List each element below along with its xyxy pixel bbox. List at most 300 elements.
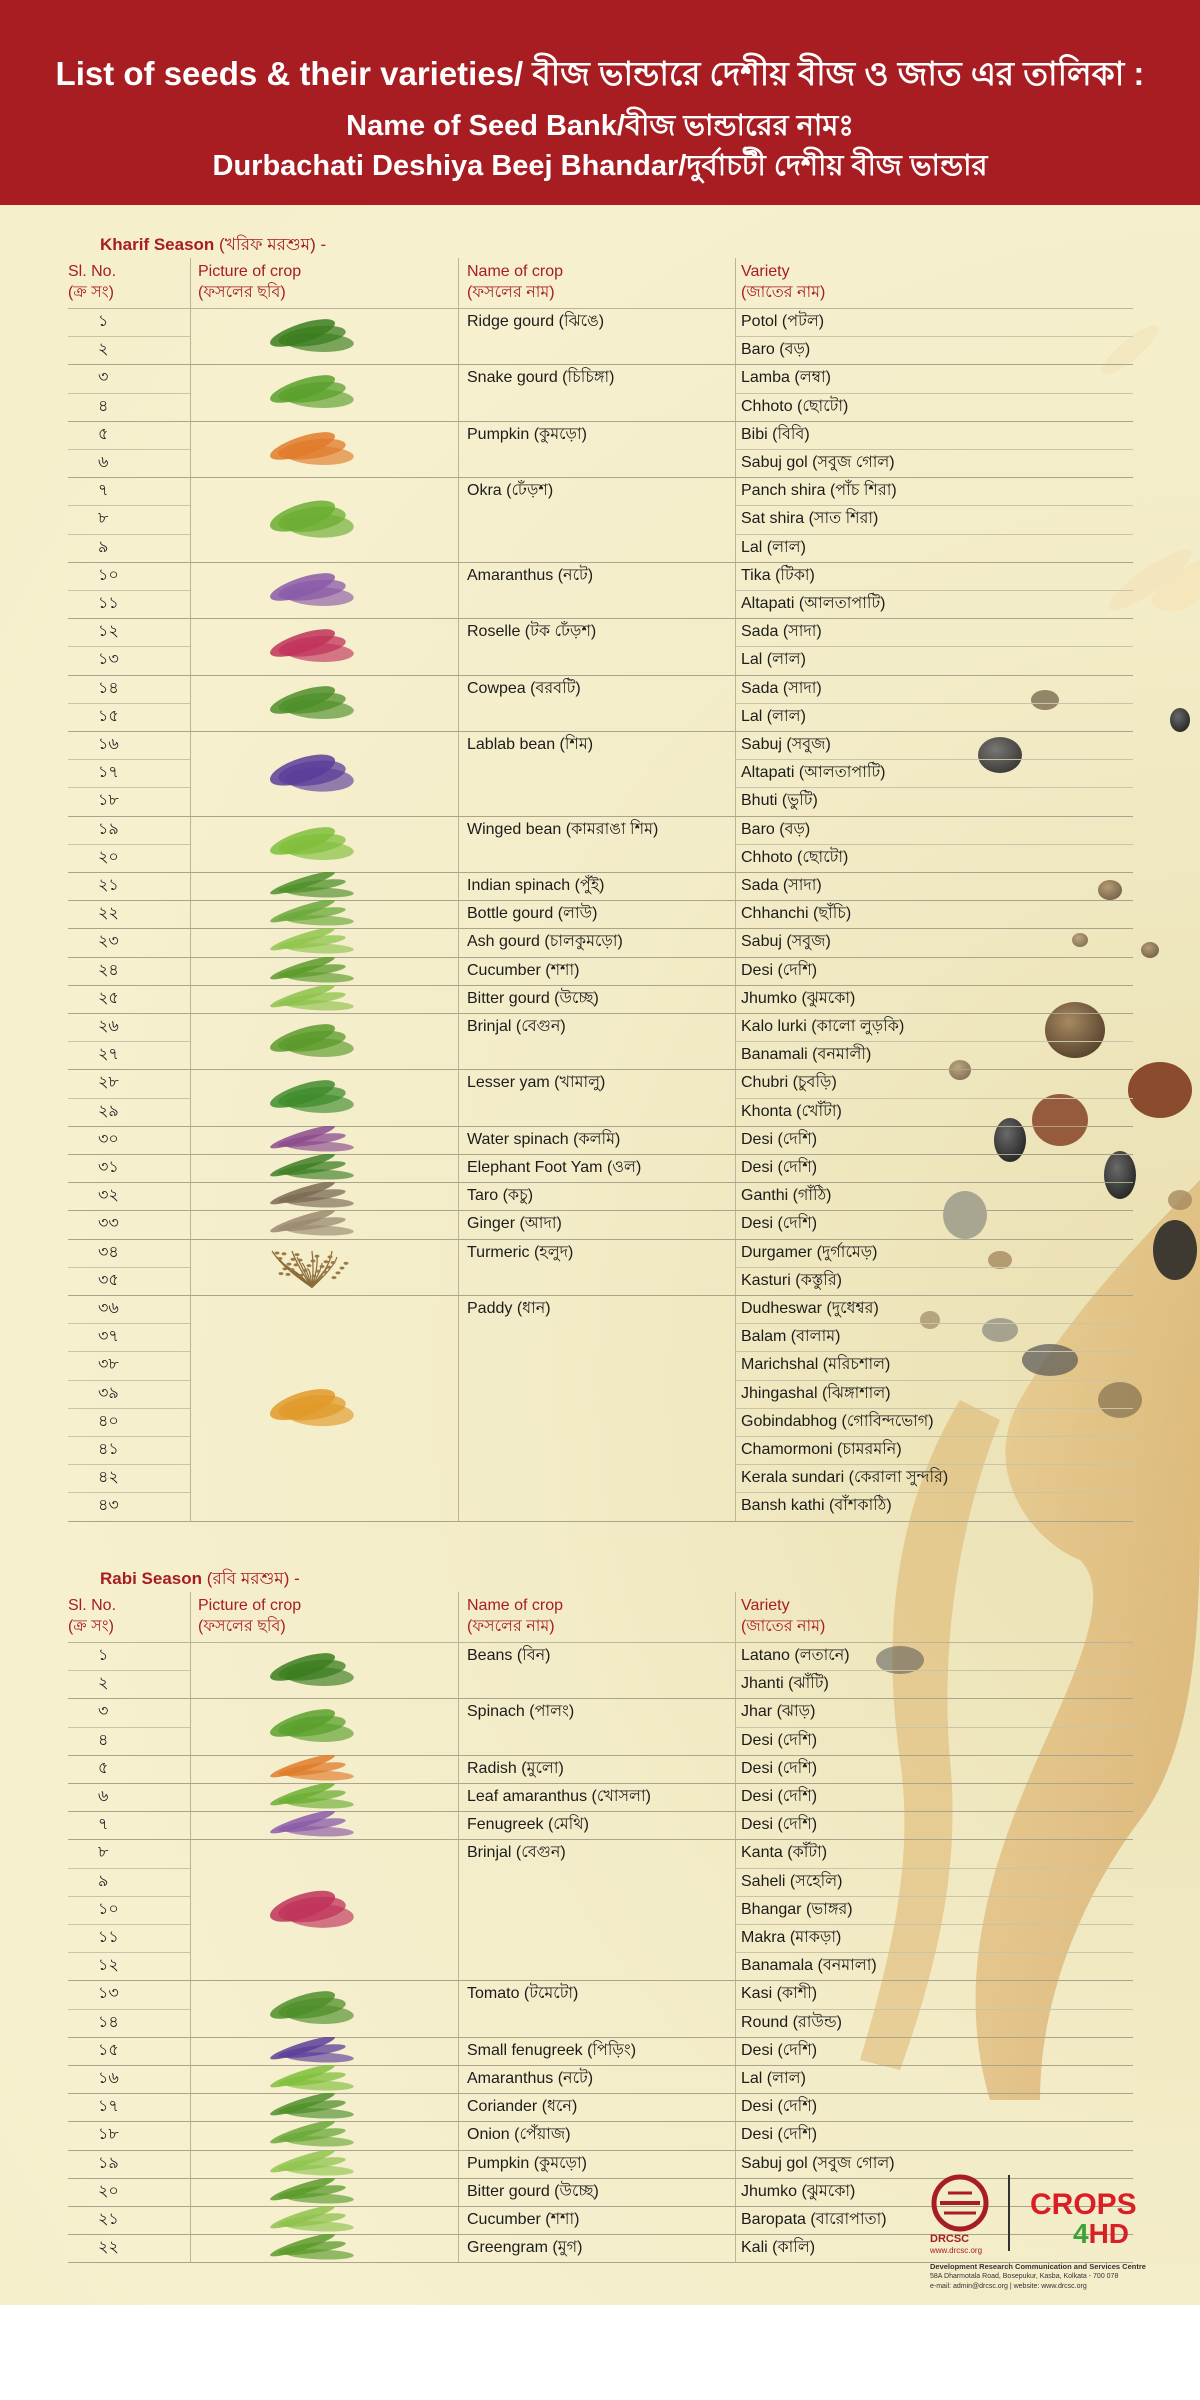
- rabi-table-row: [68, 1727, 1133, 1755]
- variety-name: Saheli (সহেলি): [741, 1872, 843, 1890]
- crop-name: Roselle (টক ঢেঁড়শ): [467, 623, 597, 641]
- crop-picture: [252, 1295, 392, 1521]
- rabi-table-row: [68, 2037, 1133, 2065]
- serial-number: ৭: [98, 1816, 109, 1834]
- variety-name: Jhingashal (ঝিঙ্গাশাল): [741, 1384, 891, 1402]
- serial-number: ৩৪: [98, 1243, 119, 1261]
- variety-name: Makra (মাকড়া): [741, 1929, 842, 1946]
- kharif-table-row: [68, 675, 1133, 703]
- serial-number: ১১: [98, 1929, 119, 1946]
- variety-name: Lal (লাল): [741, 538, 806, 556]
- crop-name: Brinjal (বেগুন): [467, 1018, 566, 1035]
- crop-picture: [252, 675, 392, 731]
- variety-column-header-bn: (জাতের নাম): [741, 1618, 826, 1635]
- variety-column-header-en: Variety: [741, 1597, 790, 1614]
- variety-name: Kerala sundari (কেরালা সুন্দরি): [741, 1469, 949, 1487]
- rabi-table-row: [68, 2065, 1133, 2093]
- variety-name: Baro (বড়): [741, 341, 811, 359]
- serial-number: ১২: [98, 1957, 119, 1975]
- variety-column-header: [741, 1595, 825, 1637]
- kharif-table-row: [68, 985, 1133, 1013]
- serial-number: ১৮: [98, 792, 119, 810]
- serial-number: ২৯: [98, 1102, 119, 1120]
- serial-number: ৩৮: [98, 1356, 119, 1374]
- crop-name: Winged bean (কামরাঙা শিম): [467, 820, 659, 838]
- kharif-table-row: [68, 844, 1133, 872]
- variety-name: Chamormoni (চামরমনি): [741, 1441, 902, 1458]
- crop-picture: [252, 2121, 392, 2149]
- serial-number: ৪১: [98, 1441, 119, 1458]
- serial-number: ১৯: [98, 2154, 119, 2172]
- rabi-table-row: [68, 1670, 1133, 1698]
- picture-column-header-bn: (ফসলের ছবি): [198, 284, 286, 301]
- variety-name: Round (রাউন্ড): [741, 2013, 842, 2031]
- picture-column-header-en: Picture of crop: [198, 263, 302, 280]
- crop-picture: [252, 1783, 392, 1811]
- serial-number: ৪: [98, 1731, 109, 1749]
- kharif-table-row: [68, 1295, 1133, 1323]
- crop-name: Bottle gourd (লাউ): [467, 905, 598, 923]
- variety-name: Jhanti (ঝাঁটি): [741, 1675, 829, 1693]
- kharif-table-row: [68, 590, 1133, 618]
- sl-column-header-en: Sl. No.: [68, 263, 117, 280]
- crop-picture: [252, 2234, 392, 2262]
- crop-name: Snake gourd (চিচিঙ্গা): [467, 369, 615, 387]
- variety-name: Dudheswar (দুধেশ্বর): [741, 1300, 879, 1317]
- serial-number: ৪২: [98, 1469, 119, 1487]
- picture-column-header: [198, 1595, 301, 1637]
- crop-column-header: [467, 1595, 563, 1637]
- poster-header: [0, 0, 1200, 205]
- variety-name: Desi (দেশি): [741, 1816, 818, 1834]
- crop-picture: [252, 1013, 392, 1069]
- serial-number: ২০: [98, 848, 119, 866]
- variety-name: Bhuti (ভুটি): [741, 792, 818, 810]
- crop-name: Ridge gourd (ঝিঙে): [467, 313, 605, 330]
- variety-name: Sada (সাদা): [741, 623, 822, 641]
- kharif-table-row: [68, 505, 1133, 533]
- variety-name: Sat shira (সাত শিরা): [741, 510, 879, 528]
- rabi-table-row: [68, 2121, 1133, 2149]
- variety-name: Lal (লাল): [741, 707, 806, 725]
- crop-picture: [252, 1210, 392, 1238]
- crop-picture: [252, 1069, 392, 1125]
- serial-number: ১: [98, 313, 109, 330]
- kharif-table-row: [68, 1182, 1133, 1210]
- crop-picture: [252, 1642, 392, 1698]
- kharif-table-row: [68, 1436, 1133, 1464]
- crop-name: Greengram (মুগ): [467, 2239, 583, 2257]
- crop-name: Ginger (আদা): [467, 1215, 562, 1233]
- rabi-table-row: [68, 2093, 1133, 2121]
- kharif-table-row: [68, 1126, 1133, 1154]
- variety-column-header-en: Variety: [741, 263, 790, 280]
- crops4hd-logo-4: 4: [1073, 2218, 1089, 2249]
- kharif-table-row: [68, 759, 1133, 787]
- kharif-table-row: [68, 816, 1133, 844]
- variety-name: Sabuj (সবুজ): [741, 933, 831, 951]
- crop-picture: [252, 900, 392, 928]
- kharif-table-row: [68, 477, 1133, 505]
- crop-name: Elephant Foot Yam (ওল): [467, 1159, 642, 1176]
- variety-name: Banamala (বনমালা): [741, 1957, 877, 1975]
- variety-name: Desi (দেশি): [741, 1159, 818, 1176]
- serial-number: ২৩: [98, 933, 119, 951]
- variety-name: Desi (দেশি): [741, 2041, 818, 2059]
- serial-number: ১৭: [98, 764, 119, 782]
- crops4hd-logo-hd: HD: [1088, 2218, 1130, 2249]
- crop-picture: [252, 364, 392, 420]
- kharif-table-row: [68, 1351, 1133, 1379]
- sl-column-header: [68, 1595, 116, 1637]
- rabi-table-row: [68, 1811, 1133, 1839]
- serial-number: ২৭: [98, 1046, 119, 1064]
- kharif-table-row: [68, 393, 1133, 421]
- variety-name: Chhoto (ছোটো): [741, 848, 849, 866]
- crop-name: Fenugreek (মেথি): [467, 1816, 589, 1834]
- serial-number: ১৫: [98, 2041, 119, 2059]
- serial-number: ৩২: [98, 1187, 119, 1205]
- kharif-table-row: [68, 872, 1133, 900]
- crop-name: Small fenugreek (পিড়িং): [467, 2041, 637, 2059]
- serial-number: ২: [98, 1675, 109, 1693]
- drcsc-logo: [930, 2170, 990, 2240]
- serial-number: ১৫: [98, 707, 119, 725]
- kharif-table-row: [68, 336, 1133, 364]
- logo-divider: [1008, 2175, 1010, 2251]
- serial-number: ১১: [98, 595, 119, 612]
- crop-name: Cucumber (শশা): [467, 961, 580, 979]
- variety-name: Desi (দেশি): [741, 1130, 818, 1148]
- serial-number: ৫: [98, 425, 109, 443]
- crop-picture: [252, 2206, 392, 2234]
- crop-column-header-en: Name of crop: [467, 1597, 564, 1614]
- crop-name: Taro (কচু): [467, 1187, 534, 1205]
- serial-number: ৯: [98, 538, 109, 556]
- rabi-seed-table: [68, 1592, 1133, 2262]
- crop-picture: [252, 2065, 392, 2093]
- crop-picture: [252, 2150, 392, 2178]
- crop-name: Cowpea (বরবটি): [467, 679, 581, 697]
- variety-name: Ganthi (গাঁঠি): [741, 1187, 832, 1205]
- variety-name: Sabuj gol (সবুজ গোল): [741, 2154, 895, 2172]
- crop-picture: [252, 421, 392, 477]
- serial-number: ২২: [98, 2239, 119, 2257]
- variety-name: Baropata (বারোপাতা): [741, 2211, 887, 2228]
- kharif-table-row: [68, 787, 1133, 815]
- serial-number: ১৪: [98, 679, 119, 697]
- variety-name: Bhangar (ভাঙ্গর): [741, 1900, 853, 1918]
- seed-bank-name: Durbachati Deshiya Beej Bhandar/দুর্বাচটী দেশীয় বীজ ভান্ডার: [212, 150, 988, 182]
- serial-number: ১৩: [98, 1985, 119, 2003]
- crop-picture: [252, 1126, 392, 1154]
- serial-number: ১: [98, 1647, 109, 1664]
- crops4hd-logo-4hd: [1073, 2220, 1129, 2248]
- serial-number: ১৮: [98, 2126, 119, 2144]
- crop-name: Paddy (ধান): [467, 1300, 551, 1317]
- serial-number: ২০: [98, 2182, 119, 2200]
- drcsc-name: DRCSC: [930, 2233, 970, 2245]
- kharif-table-row: [68, 1380, 1133, 1408]
- kharif-table-header: [68, 258, 1133, 309]
- kharif-table-row: [68, 364, 1133, 392]
- crop-picture: [252, 957, 392, 985]
- kharif-table-row: [68, 1154, 1133, 1182]
- crop-name: Spinach (পালং): [467, 1703, 575, 1721]
- rabi-table-row: [68, 1980, 1133, 2008]
- crop-name: Cucumber (শশা): [467, 2211, 580, 2228]
- serial-number: ৯: [98, 1872, 109, 1890]
- variety-name: Altapati (আলতাপাটি): [741, 595, 886, 612]
- drcsc-address: 58A Dharmotala Road, Bosepukur, Kasba, Kolkata - 700 078: [930, 2273, 1119, 2280]
- variety-name: Desi (দেশি): [741, 1788, 818, 1805]
- serial-number: ৬: [98, 1788, 109, 1805]
- variety-name: Sada (সাদা): [741, 679, 822, 697]
- footer-logos: [930, 2170, 1170, 2300]
- crop-picture: [252, 1182, 392, 1210]
- crop-name: Pumpkin (কুমড়ো): [467, 2154, 587, 2172]
- kharif-table-row: [68, 1069, 1133, 1097]
- variety-name: Khonta (খোঁটা): [741, 1102, 842, 1120]
- crop-picture: [252, 2093, 392, 2121]
- crop-picture: [252, 1839, 392, 1980]
- kharif-table-row: [68, 1464, 1133, 1492]
- variety-column-header-bn: (জাতের নাম): [741, 284, 826, 301]
- variety-name: Sada (সাদা): [741, 877, 822, 894]
- picture-column-header-bn: (ফসলের ছবি): [198, 1618, 286, 1635]
- row-divider: [68, 1521, 1133, 1522]
- variety-name: Desi (দেশি): [741, 1731, 818, 1749]
- variety-name: Chhanchi (ছাঁচি): [741, 905, 852, 923]
- crop-picture: [252, 1755, 392, 1783]
- rabi-table-row: [68, 1783, 1133, 1811]
- kharif-table-row: [68, 957, 1133, 985]
- crop-name: Pumpkin (কুমড়ো): [467, 425, 587, 443]
- variety-name: Lamba (লম্বা): [741, 369, 832, 387]
- crop-name: Onion (পেঁয়াজ): [467, 2126, 571, 2144]
- variety-name: Banamali (বনমালী): [741, 1046, 872, 1064]
- variety-name: Kasi (কাশী): [741, 1985, 818, 2003]
- serial-number: ৩৩: [98, 1215, 119, 1233]
- rabi-title-bn: (রবি মরশুম) -: [206, 1569, 300, 1588]
- serial-number: ১৩: [98, 651, 119, 669]
- poster-title: List of seeds & their varieties/ বীজ ভান্ডারে দেশীয় বীজ ও জাত এর তালিকা :: [55, 55, 1145, 92]
- crop-name: Radish (মুলো): [467, 1759, 564, 1777]
- kharif-title-bn: (খরিফ মরশুম) -: [219, 235, 327, 254]
- rabi-table-row: [68, 1698, 1133, 1726]
- kharif-table-row: [68, 449, 1133, 477]
- serial-number: ৩৬: [98, 1300, 119, 1317]
- rabi-table-row: [68, 2009, 1133, 2037]
- crop-name: Lablab bean (শিম): [467, 736, 594, 753]
- variety-name: Lal (লাল): [741, 2070, 806, 2087]
- kharif-table-row: [68, 900, 1133, 928]
- rabi-table-row: [68, 1924, 1133, 1952]
- crop-picture: [252, 477, 392, 562]
- serial-number: ৭: [98, 482, 109, 500]
- crop-name: Water spinach (কলমি): [467, 1130, 621, 1148]
- variety-name: Jhar (ঝাড়): [741, 1703, 816, 1721]
- serial-number: ৩০: [98, 1130, 119, 1148]
- rabi-title-en: Rabi Season: [100, 1569, 203, 1588]
- crop-picture: [252, 1154, 392, 1182]
- crop-picture: [252, 985, 392, 1013]
- crop-name: Bitter gourd (উচ্ছে): [467, 2182, 599, 2200]
- crop-name: Beans (বিন): [467, 1647, 551, 1664]
- kharif-table-row: [68, 562, 1133, 590]
- variety-name: Altapati (আলতাপাটি): [741, 764, 886, 782]
- crop-name: Turmeric (হলুদ): [467, 1243, 574, 1261]
- variety-name: Desi (দেশি): [741, 1759, 818, 1777]
- kharif-table-row: [68, 646, 1133, 674]
- drcsc-contact: e-mail: admin@drcsc.org | website: www.drcsc.org: [930, 2283, 1087, 2290]
- variety-name: Latano (লতানে): [741, 1647, 850, 1664]
- crop-picture: [252, 928, 392, 956]
- serial-number: ১৬: [98, 2070, 119, 2087]
- serial-number: ৪: [98, 397, 109, 415]
- rabi-table-row: [68, 1839, 1133, 1867]
- kharif-table-row: [68, 1239, 1133, 1267]
- serial-number: ৮: [98, 1844, 109, 1862]
- serial-number: ২: [98, 341, 109, 359]
- crop-picture: [252, 308, 392, 364]
- kharif-table-row: [68, 1492, 1133, 1520]
- kharif-table-row: [68, 1098, 1133, 1126]
- variety-name: Kanta (কাঁটা): [741, 1844, 828, 1862]
- seed-bank-label: Name of Seed Bank/বীজ ভান্ডারের নামঃ: [346, 110, 854, 142]
- crop-name: Amaranthus (নটে): [467, 2070, 594, 2087]
- picture-column-header: [198, 261, 301, 303]
- crop-column-header-bn: (ফসলের নাম): [467, 284, 555, 301]
- drcsc-url: www.drcsc.org: [930, 2246, 983, 2255]
- serial-number: ১৪: [98, 2013, 119, 2031]
- variety-name: Kali (কালি): [741, 2239, 816, 2257]
- serial-number: ৩: [98, 1703, 109, 1721]
- serial-number: ৩: [98, 369, 109, 387]
- rabi-table-row: [68, 1755, 1133, 1783]
- serial-number: ১৬: [98, 736, 119, 753]
- crop-column-header-en: Name of crop: [467, 263, 564, 280]
- serial-number: ৬: [98, 454, 109, 471]
- variety-name: Tika (টিকা): [741, 566, 815, 584]
- variety-name: Kalo lurki (কালো লুড়কি): [741, 1018, 905, 1035]
- rabi-table-row: [68, 1868, 1133, 1896]
- variety-name: Bibi (বিবি): [741, 425, 810, 443]
- crop-name: Bitter gourd (উচ্ছে): [467, 989, 599, 1007]
- variety-name: Baro (বড়): [741, 820, 811, 838]
- variety-column-header: [741, 261, 825, 303]
- crop-picture: [252, 816, 392, 872]
- variety-name: Kasturi (কস্তুরি): [741, 1271, 842, 1289]
- serial-number: ৮: [98, 510, 109, 528]
- serial-number: ১৭: [98, 2098, 119, 2116]
- kharif-table-row: [68, 1041, 1133, 1069]
- sl-column-header: [68, 261, 116, 303]
- sl-column-header-en: Sl. No.: [68, 1597, 117, 1614]
- rabi-season-title: [100, 1566, 300, 1594]
- serial-number: ৩৯: [98, 1384, 119, 1402]
- serial-number: ২৪: [98, 961, 119, 979]
- variety-name: Chhoto (ছোটো): [741, 397, 849, 415]
- variety-name: Marichshal (মরিচশাল): [741, 1356, 891, 1374]
- crop-name: Coriander (ধনে): [467, 2098, 578, 2116]
- serial-number: ১২: [98, 623, 119, 641]
- serial-number: ১৯: [98, 820, 119, 838]
- serial-number: ১০: [98, 1900, 119, 1918]
- crop-name: Tomato (টমেটো): [467, 1985, 579, 2003]
- variety-name: Gobindabhog (গোবিন্দভোগ): [741, 1412, 934, 1430]
- drcsc-organisation: Development Research Communication and Services Centre: [930, 2262, 1146, 2271]
- kharif-title-en: Kharif Season: [100, 235, 215, 254]
- crop-picture: [252, 618, 392, 674]
- serial-number: ২৬: [98, 1018, 119, 1035]
- variety-name: Jhumko (ঝুমকো): [741, 989, 856, 1007]
- variety-name: Sabuj gol (সবুজ গোল): [741, 454, 895, 471]
- crop-picture: [252, 562, 392, 618]
- kharif-table-row: [68, 308, 1133, 336]
- variety-name: Desi (দেশি): [741, 961, 818, 979]
- kharif-table-row: [68, 731, 1133, 759]
- serial-number: ৪৩: [98, 1497, 119, 1515]
- variety-name: Balam (বালাম): [741, 1328, 841, 1346]
- crop-name: Brinjal (বেগুন): [467, 1844, 566, 1862]
- crop-picture: [252, 1811, 392, 1839]
- crops4hd-logo-crops: CROPS: [1030, 2188, 1137, 2221]
- serial-number: ২৮: [98, 1074, 119, 1092]
- kharif-table-row: [68, 534, 1133, 562]
- serial-number: ২২: [98, 905, 119, 923]
- serial-number: ২৫: [98, 989, 119, 1007]
- rabi-table-row: [68, 1896, 1133, 1924]
- kharif-table-row: [68, 421, 1133, 449]
- variety-name: Potol (পটল): [741, 313, 825, 330]
- variety-name: Panch shira (পাঁচ শিরা): [741, 482, 897, 500]
- kharif-table-row: [68, 1013, 1133, 1041]
- serial-number: ৩৭: [98, 1328, 119, 1346]
- variety-name: Desi (দেশি): [741, 2098, 818, 2116]
- crop-name: Indian spinach (পুঁই): [467, 877, 605, 894]
- sl-column-header-bn: (ক্র সং): [68, 284, 114, 301]
- crop-picture: [252, 731, 392, 816]
- crop-name: Lesser yam (খামালু): [467, 1074, 606, 1092]
- crop-picture: [252, 872, 392, 900]
- rabi-table-header: [68, 1592, 1133, 1643]
- kharif-table-row: [68, 1267, 1133, 1295]
- serial-number: ৪০: [98, 1412, 119, 1430]
- serial-number: ৫: [98, 1759, 109, 1777]
- variety-name: Desi (দেশি): [741, 2126, 818, 2144]
- sl-column-header-bn: (ক্র সং): [68, 1618, 114, 1635]
- crop-name: Okra (ঢেঁড়শ): [467, 482, 554, 500]
- crop-name: Amaranthus (নটে): [467, 566, 594, 584]
- kharif-table-row: [68, 618, 1133, 646]
- picture-column-header-en: Picture of crop: [198, 1597, 302, 1614]
- variety-name: Durgamer (দুর্গামেড়): [741, 1243, 878, 1261]
- kharif-season-title: [100, 232, 326, 260]
- variety-name: Sabuj (সবুজ): [741, 736, 831, 753]
- crop-name: Ash gourd (চালকুমড়ো): [467, 933, 623, 951]
- crop-column-header: [467, 261, 563, 303]
- rabi-table-row: [68, 1952, 1133, 1980]
- serial-number: ১০: [98, 566, 119, 584]
- kharif-table-row: [68, 1210, 1133, 1238]
- variety-name: Jhumko (ঝুমকো): [741, 2182, 856, 2200]
- crop-picture: [252, 2037, 392, 2065]
- crop-picture: [252, 1698, 392, 1754]
- variety-name: Chubri (চুবড়ি): [741, 1074, 837, 1092]
- crop-picture: [252, 1239, 392, 1295]
- crop-picture: [252, 1980, 392, 2036]
